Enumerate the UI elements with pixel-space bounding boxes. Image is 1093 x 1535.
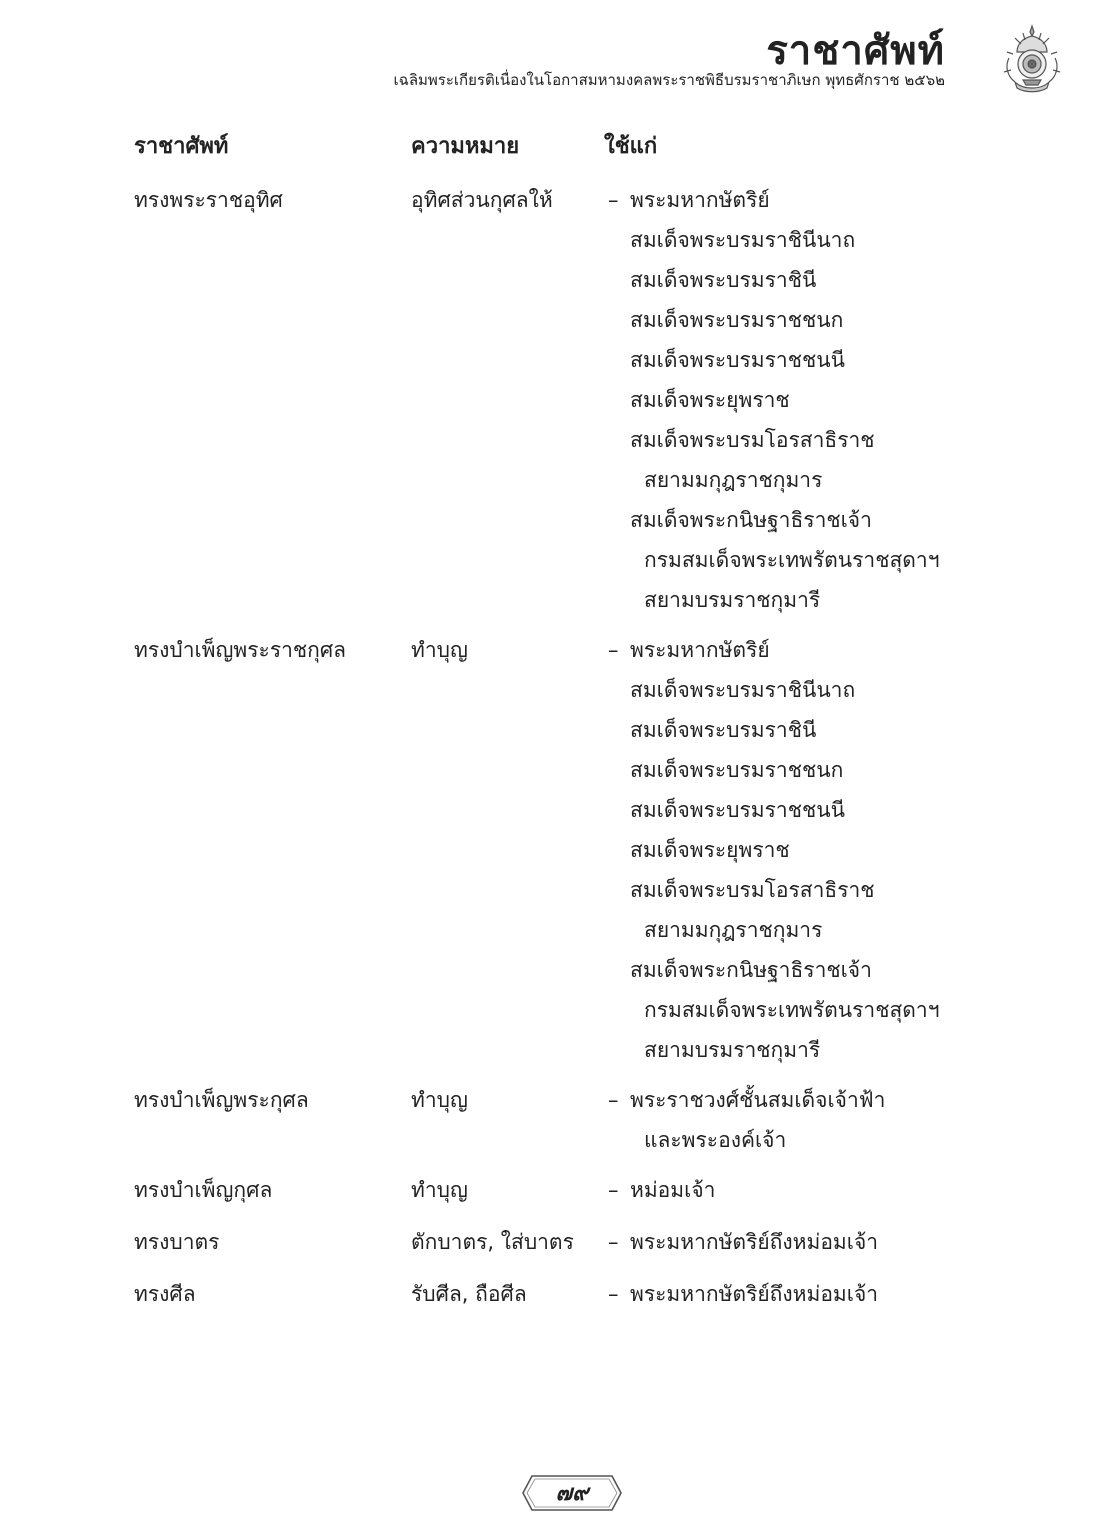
used-for-cell — [608, 1274, 994, 1314]
used-for-cell — [608, 1170, 994, 1210]
term-cell: ทรงบำเพ็ญกุศล — [134, 1178, 273, 1202]
used-for-line: กรมสมเด็จพระเทพรัตนราชสุดาฯ — [644, 998, 940, 1022]
dash-marker: – — [608, 1230, 619, 1254]
used-for-line: พระมหากษัตริย์ — [630, 188, 770, 212]
used-for-line: สมเด็จพระกนิษฐาธิราชเจ้า — [630, 508, 872, 532]
used-for-line: พระมหากษัตริย์ — [630, 638, 770, 662]
used-for-line: สยามมกุฎราชกุมาร — [644, 918, 823, 942]
used-for-line: สมเด็จพระบรมราชินี — [630, 268, 817, 292]
meaning-cell: ทำบุญ — [411, 1178, 468, 1202]
royal-emblem-icon — [1001, 24, 1063, 94]
used-for-line: สมเด็จพระบรมราชชนนี — [630, 798, 845, 822]
page-number-badge — [520, 1473, 624, 1513]
term-cell: ทรงบาตร — [134, 1230, 220, 1254]
used-for-line: สมเด็จพระบรมโอรสาธิราช — [630, 428, 875, 452]
dash-marker: – — [608, 1282, 619, 1306]
table-row — [134, 1222, 994, 1262]
meaning-cell: อุทิศส่วนกุศลให้ — [411, 188, 553, 212]
used-for-line: สมเด็จพระบรมโอรสาธิราช — [630, 878, 875, 902]
meaning-cell: รับศีล, ถือศีล — [411, 1282, 527, 1306]
used-for-line: สมเด็จพระบรมราชินีนาถ — [630, 678, 856, 702]
table-row — [134, 630, 994, 1070]
used-for-line: สมเด็จพระบรมราชชนก — [630, 758, 844, 782]
used-for-line: สมเด็จพระบรมราชินีนาถ — [630, 228, 856, 252]
used-for-line: สมเด็จพระยุพราช — [630, 388, 790, 412]
term-cell: ทรงศีล — [134, 1282, 196, 1306]
used-for-cell — [608, 180, 994, 620]
meaning-cell: ตักบาตร, ใส่บาตร — [411, 1230, 574, 1254]
used-for-line: สมเด็จพระยุพราช — [630, 838, 790, 862]
page-title: ราชาศัพท์ — [766, 27, 945, 74]
term-cell: ทรงบำเพ็ญพระราชกุศล — [134, 638, 347, 662]
table-row — [134, 1274, 994, 1314]
column-header-term: ราชาศัพท์ — [134, 134, 229, 159]
used-for-line: พระมหากษัตริย์ถึงหม่อมเจ้า — [630, 1282, 879, 1306]
page-number: ๗๙ — [555, 1480, 589, 1506]
dash-marker: – — [608, 188, 619, 212]
page-header — [363, 18, 1063, 98]
used-for-cell — [608, 630, 994, 1070]
used-for-line: สมเด็จพระกนิษฐาธิราชเจ้า — [630, 958, 872, 982]
table-header — [134, 128, 994, 180]
used-for-cell — [608, 1080, 994, 1160]
used-for-line: หม่อมเจ้า — [630, 1178, 716, 1202]
table-row — [134, 180, 994, 620]
table-row — [134, 1170, 994, 1210]
term-cell: ทรงบำเพ็ญพระกุศล — [134, 1088, 309, 1112]
dash-marker: – — [608, 1178, 619, 1202]
column-header-meaning: ความหมาย — [411, 134, 520, 159]
term-cell: ทรงพระราชอุทิศ — [134, 188, 283, 212]
dash-marker: – — [608, 638, 619, 662]
meaning-cell: ทำบุญ — [411, 638, 468, 662]
used-for-line: สยามบรมราชกุมารี — [644, 588, 821, 612]
dash-marker: – — [608, 1088, 619, 1112]
meaning-cell: ทำบุญ — [411, 1088, 468, 1112]
used-for-line: และพระองค์เจ้า — [644, 1128, 787, 1152]
used-for-line: พระมหากษัตริย์ถึงหม่อมเจ้า — [630, 1230, 879, 1254]
used-for-line: สมเด็จพระบรมราชชนก — [630, 308, 844, 332]
used-for-line: พระราชวงศ์ชั้นสมเด็จเจ้าฟ้า — [630, 1088, 886, 1112]
used-for-line: สมเด็จพระบรมราชินี — [630, 718, 817, 742]
vocabulary-table — [134, 128, 994, 1314]
table-row — [134, 1080, 994, 1160]
used-for-line: กรมสมเด็จพระเทพรัตนราชสุดาฯ — [644, 548, 940, 572]
used-for-line: สยามมกุฎราชกุมาร — [644, 468, 823, 492]
used-for-cell — [608, 1222, 994, 1262]
column-header-used-for: ใช้แก่ — [604, 134, 658, 159]
used-for-line: สมเด็จพระบรมราชชนนี — [630, 348, 845, 372]
page-subtitle: เฉลิมพระเกียรติเนื่องในโอกาสมหามงคลพระราชพิธีบรมราชาภิเษก พุทธศักราช ๒๕๖๒ — [393, 71, 945, 89]
used-for-line: สยามบรมราชกุมารี — [644, 1038, 821, 1062]
